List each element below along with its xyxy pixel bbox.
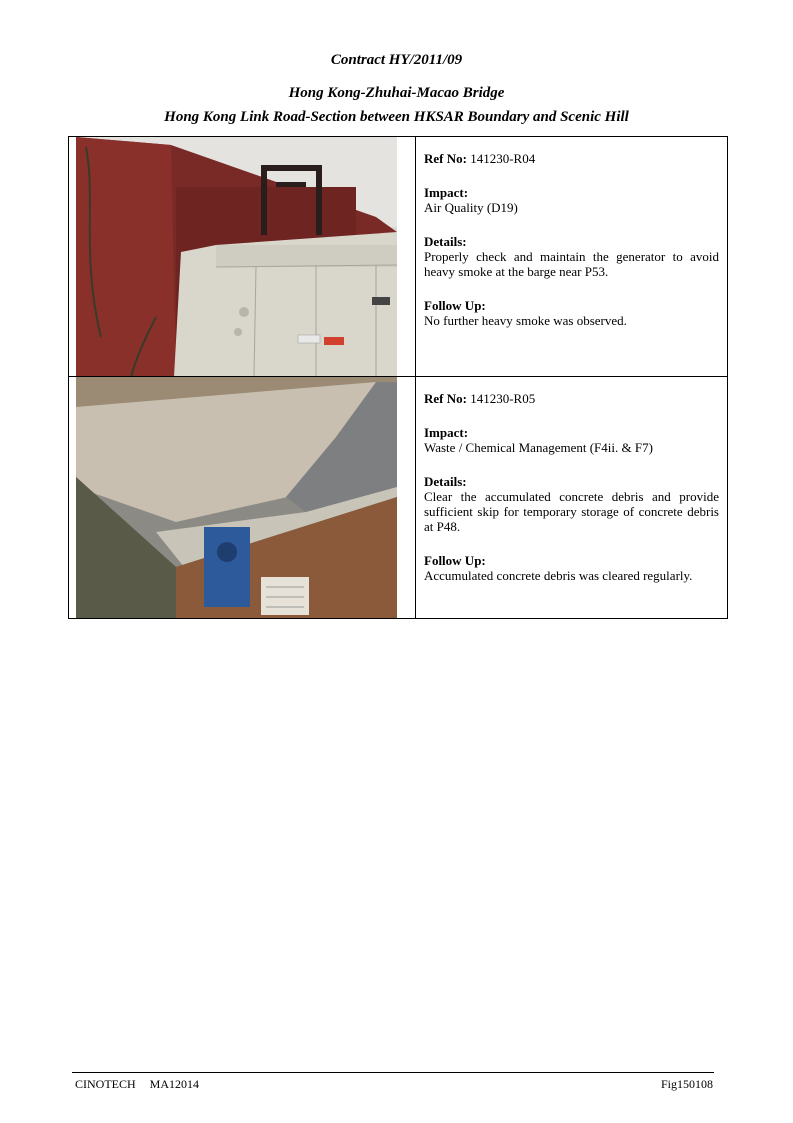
footer-figure: Fig150108 [660, 1077, 713, 1091]
details-value: Properly check and maintain the generator to avoid heavy smoke at the barge near P53. [424, 249, 719, 279]
footer-left [75, 1077, 199, 1092]
impact-label: Impact: [424, 425, 469, 440]
project-title: Hong Kong-Zhuhai-Macao Bridge [288, 85, 505, 101]
table-row [69, 377, 728, 619]
generator-barge-photo [76, 137, 397, 377]
photo-cell [69, 377, 416, 619]
observation-details-cell [416, 377, 728, 619]
details-label: Details: [424, 474, 467, 489]
ref-value: 141230-R05 [470, 391, 536, 406]
followup-label: Follow Up: [424, 553, 486, 568]
observation-details-cell [416, 137, 728, 377]
table-row [69, 137, 728, 377]
photo-cell [69, 137, 416, 377]
concrete-debris-skip-photo [76, 377, 397, 619]
contract-title: Contract HY/2011/09 [330, 52, 463, 68]
ref-label: Ref No: [424, 151, 467, 166]
details-label: Details: [424, 234, 467, 249]
impact-value: Waste / Chemical Management (F4ii. & F7) [424, 440, 653, 455]
observation-table [68, 136, 728, 619]
followup-value: Accumulated concrete debris was cleared regularly. [424, 568, 693, 583]
followup-value: No further heavy smoke was observed. [424, 313, 627, 328]
footer-divider [72, 1072, 714, 1073]
ref-value: 141230-R04 [470, 151, 536, 166]
impact-value: Air Quality (D19) [424, 200, 518, 215]
footer-doc-code: MA12014 [149, 1077, 200, 1091]
followup-label: Follow Up: [424, 298, 486, 313]
ref-label: Ref No: [424, 391, 467, 406]
footer-company: CINOTECH [75, 1077, 136, 1091]
impact-label: Impact: [424, 185, 469, 200]
details-value: Clear the accumulated concrete debris and provide sufficient skip for temporary storage of concrete debris at P48. [424, 489, 719, 534]
section-title: Hong Kong Link Road-Section between HKSAR Boundary and Scenic Hill [164, 109, 629, 125]
